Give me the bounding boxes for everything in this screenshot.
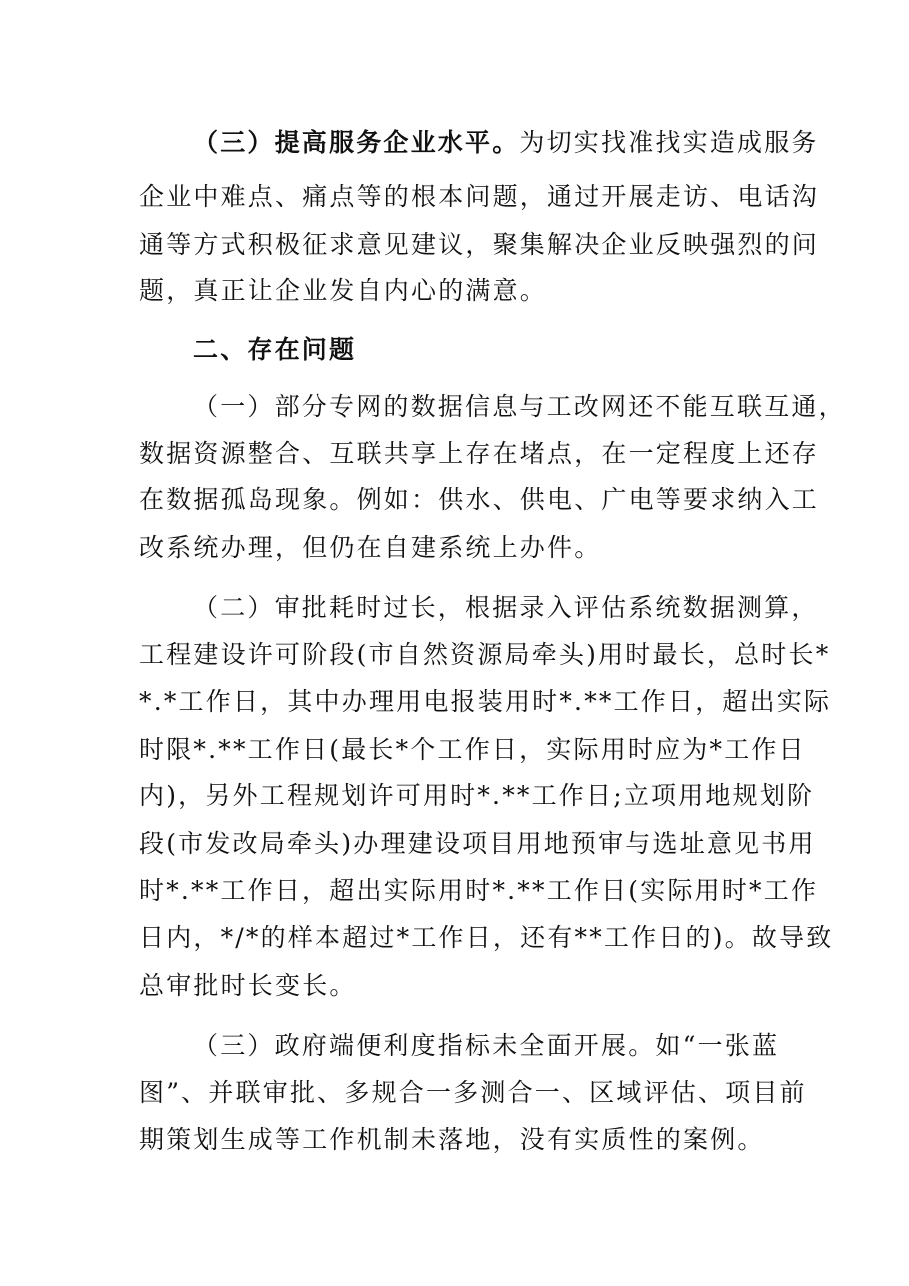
para4-line-2: 图”、并联审批、多规合一多测合一、区域评估、项目前 [139, 1078, 807, 1107]
para1-line-3: 通等方式积极征求意见建议，聚集解决企业反映强烈的问 [139, 230, 820, 259]
para1-line-1 [193, 128, 819, 158]
para1-heading: （三）提高服务企业水平。 [193, 128, 520, 157]
para2-line-2: 数据资源整合、互联共享上存在堵点，在一定程度上还存 [139, 439, 820, 468]
para3-line-9: 总审批时长变长。 [139, 971, 357, 1000]
para1-text: 为切实找准找实造成服务 [519, 128, 819, 157]
para3-line-1: （二）审批耗时过长，根据录入评估系统数据测算， [193, 593, 819, 622]
para1-line-2: 企业中难点、痛点等的根本问题，通过开展走访、电话沟 [139, 182, 820, 211]
para3-line-6: 段(市发改局牵头)办理建设项目用地预审与选址意见书用 [139, 829, 816, 858]
para2-line-1: （一）部分专网的数据信息与工改网还不能互联互通， [193, 392, 846, 421]
para3-line-2: 工程建设许可阶段(市自然资源局牵头)用时最长，总时长* [139, 640, 831, 669]
para3-line-7: 时*.**工作日，超出实际用时*.**工作日(实际用时*工作 [139, 876, 819, 905]
para3-line-4: 时限*.**工作日(最长*个工作日，实际用时应为*工作日 [139, 735, 806, 764]
para4-line-1: （三）政府端便利度指标未全面开展。如“一张蓝 [193, 1031, 780, 1060]
para2-line-3: 在数据孤岛现象。例如：供水、供电、广电等要求纳入工 [139, 485, 820, 514]
section-heading: 二、存在问题 [193, 335, 357, 364]
para4-line-3: 期策划生成等工作机制未落地，没有实质性的案例。 [139, 1125, 765, 1154]
para2-line-4: 改系统办理，但仍在自建系统上办件。 [139, 533, 602, 562]
para3-line-5: 内)，另外工程规划许可用时*.**工作日;立项用地规划阶 [139, 781, 815, 810]
para3-line-8: 日内，*/*的样本超过*工作日，还有**工作日的)。故导致 [139, 923, 834, 952]
para1-line-4: 题，真正让企业发自内心的满意。 [139, 276, 548, 305]
para3-line-3: *.*工作日，其中办理用电报装用时*.**工作日，超出实际 [139, 687, 832, 716]
